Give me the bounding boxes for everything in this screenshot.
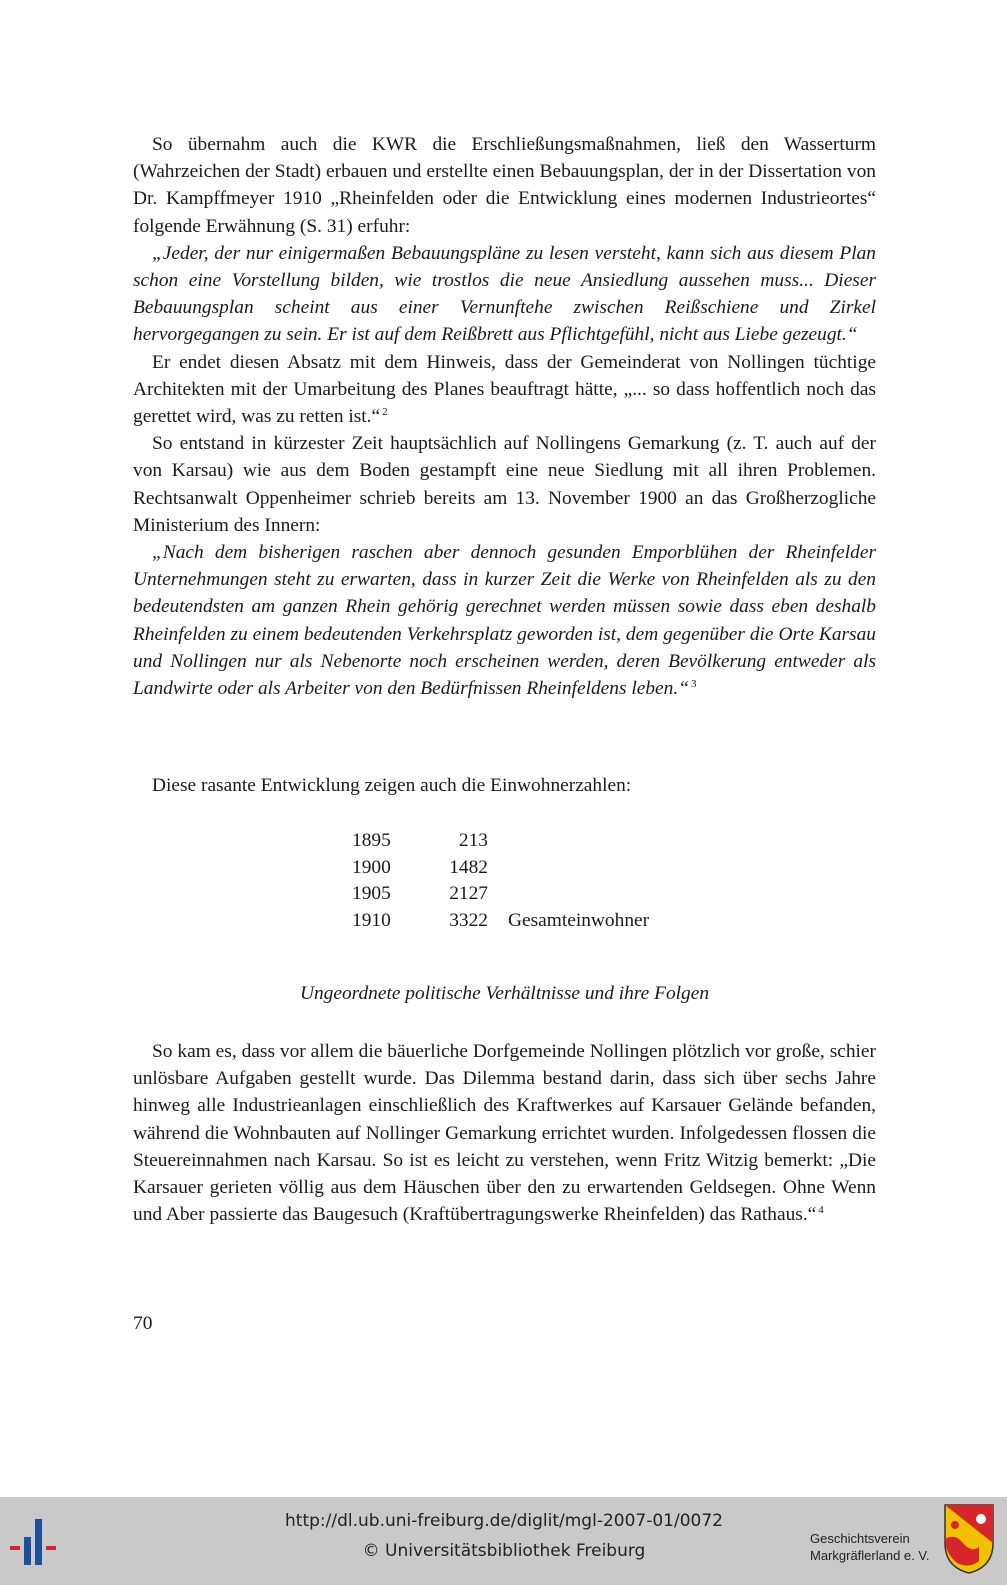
paragraph-gemeinderat-text: Er endet diesen Absatz mit dem Hinweis, dass der Gemeinderat von Nollingen tüchtige Architekten mit der Umarbeitung des Planes beauftragt hätte, „... so dass hoffentlich noch das gerettet wird, was zu retten ist.“ [133,351,876,428]
table-cell-note: Gesamteinwohner [508,909,650,931]
body-text-lower [133,1038,876,1228]
society-name-line-1: Geschichtsverein [810,1531,910,1546]
body-text-population-intro [133,772,876,799]
section-heading: Ungeordnete politische Verhältnisse und ihre Folgen [299,983,710,1004]
paragraph-nollingen-text: So kam es, dass vor allem die bäuerliche Dorfgemeinde Nollingen plötzlich vor große, schier unlösbare Aufgaben gestellt wurde. Das Dilemma bestand darin, dass sich über sechs Jahre hinweg alle Industrieanlagen einschließlich des Kraftwerkes auf Karsauer Gelände befanden, während die Wohnbauten auf Nollinger Gemarkung errichtet wurden. Infolgedessen flossen die Steuereinnahmen nach Karsau. So ist es leicht zu verstehen, wenn Fritz Witzig bemerkt: „Die Karsauer gerieten völlig aus dem Häuschen über den zu erwartenden Geldsegen. Ohne Wenn und Aber passierte das Baugesuch (Kraftübertragungswerke Rheinfelden) das Rathaus.“ [133,1041,876,1226]
table-cell-year: 1895 [352,830,391,851]
population-table [352,828,649,934]
table-cell-year: 1900 [352,856,391,878]
table-row [352,908,649,935]
footnote-ref-2: 2 [382,406,388,419]
footnote-ref-3: 3 [690,678,697,691]
paragraph-nollingen [133,1038,876,1228]
society-name [810,1530,938,1564]
quote-oppenheimer [133,539,876,702]
society-name-line-2: Markgräflerland e. V. [810,1548,930,1563]
table-cell-count: 213 [458,830,488,851]
table-cell-note [488,855,649,882]
ub-freiburg-logo-icon [10,1515,66,1569]
body-text-upper [133,131,876,702]
table-row [352,881,649,908]
paragraph-kwr: So übernahm auch die KWR die Erschließungsmaßnahmen, ließ den Wasserturm (Wahrzeichen der Stadt) erbauen und erstellte einen Bebauungsplan, der in der Dissertation von Dr. Kampffmeyer 1910 „Rheinfelden oder die Entwicklung eines modernen Industrieortes“ folgende Erwähnung (S. 31) erfuhr: [133,134,876,237]
table-row [352,855,649,882]
quote-oppenheimer-text: „Nach dem bisherigen raschen aber dennoch gesunden Emporblühen der Rheinfelder Unternehmungen steht zu erwarten, dass in kurzer Zeit die Werke von Rheinfelden als zu den bedeutendsten am ganzen Rhein gehörig gerechnet werden müssen sowie dass eben deshalb Rheinfelden zu einem bedeutenden Verkehrsplatz geworden ist, dem gegenüber die Orte Karsau und Nollingen nur als Nebenorte noch erscheinen werden, deren Bevölkerung entweder als Landwirte oder als Arbeiter von den Bedürfnissen Rheinfeldens leben.“ [133,542,876,700]
table-cell-count: 1482 [449,856,488,878]
table-cell-year: 1905 [352,883,391,905]
table-row [352,828,649,855]
paragraph-siedlung: So entstand in kürzester Zeit hauptsächlich auf Nollingens Gemarkung (z. T. auch auf der von Karsau) wie aus dem Boden gestampft eine neue Siedlung mit all ihren Problemen. Rechtsanwalt Oppenheimer schrieb bereits am 13. November 1900 an das Großherzogliche Ministerium des Innern: [133,433,876,536]
paragraph-gemeinderat [133,349,876,431]
paragraph-einwohnerzahlen: Diese rasante Entwicklung zeigen auch die Einwohnerzahlen: [152,775,632,796]
footer-copyright: © Universitätsbibliothek Freiburg [362,1541,646,1561]
coat-of-arms-icon [943,1503,995,1575]
footnote-ref-4: 4 [818,1204,824,1217]
table-cell-note [488,881,649,908]
table-cell-count: 3322 [449,909,488,931]
footer-url-link[interactable]: http://dl.ub.uni-freiburg.de/diglit/mgl-2007-01/0072 [285,1511,723,1531]
quote-kampffmeyer: „Jeder, der nur einigermaßen Bebauungspläne zu lesen versteht, kann sich aus diesem Plan schon eine Vorstellung bilden, wie trostlos die neue Ansiedlung aussehen muss... Dieser Bebauungsplan scheint aus einer Vernunftehe zwischen Reißschiene und Zirkel hervorgegangen zu sein. Er ist auf dem Reißbrett aus Pflichtgefühl, nicht aus Liebe gezeugt.“ [133,242,876,346]
table-cell-count: 2127 [449,883,488,905]
footer-bar [0,1497,1007,1585]
table-cell-year: 1910 [352,909,391,931]
table-cell-note [488,828,649,855]
page-number: 70 [133,1313,153,1334]
